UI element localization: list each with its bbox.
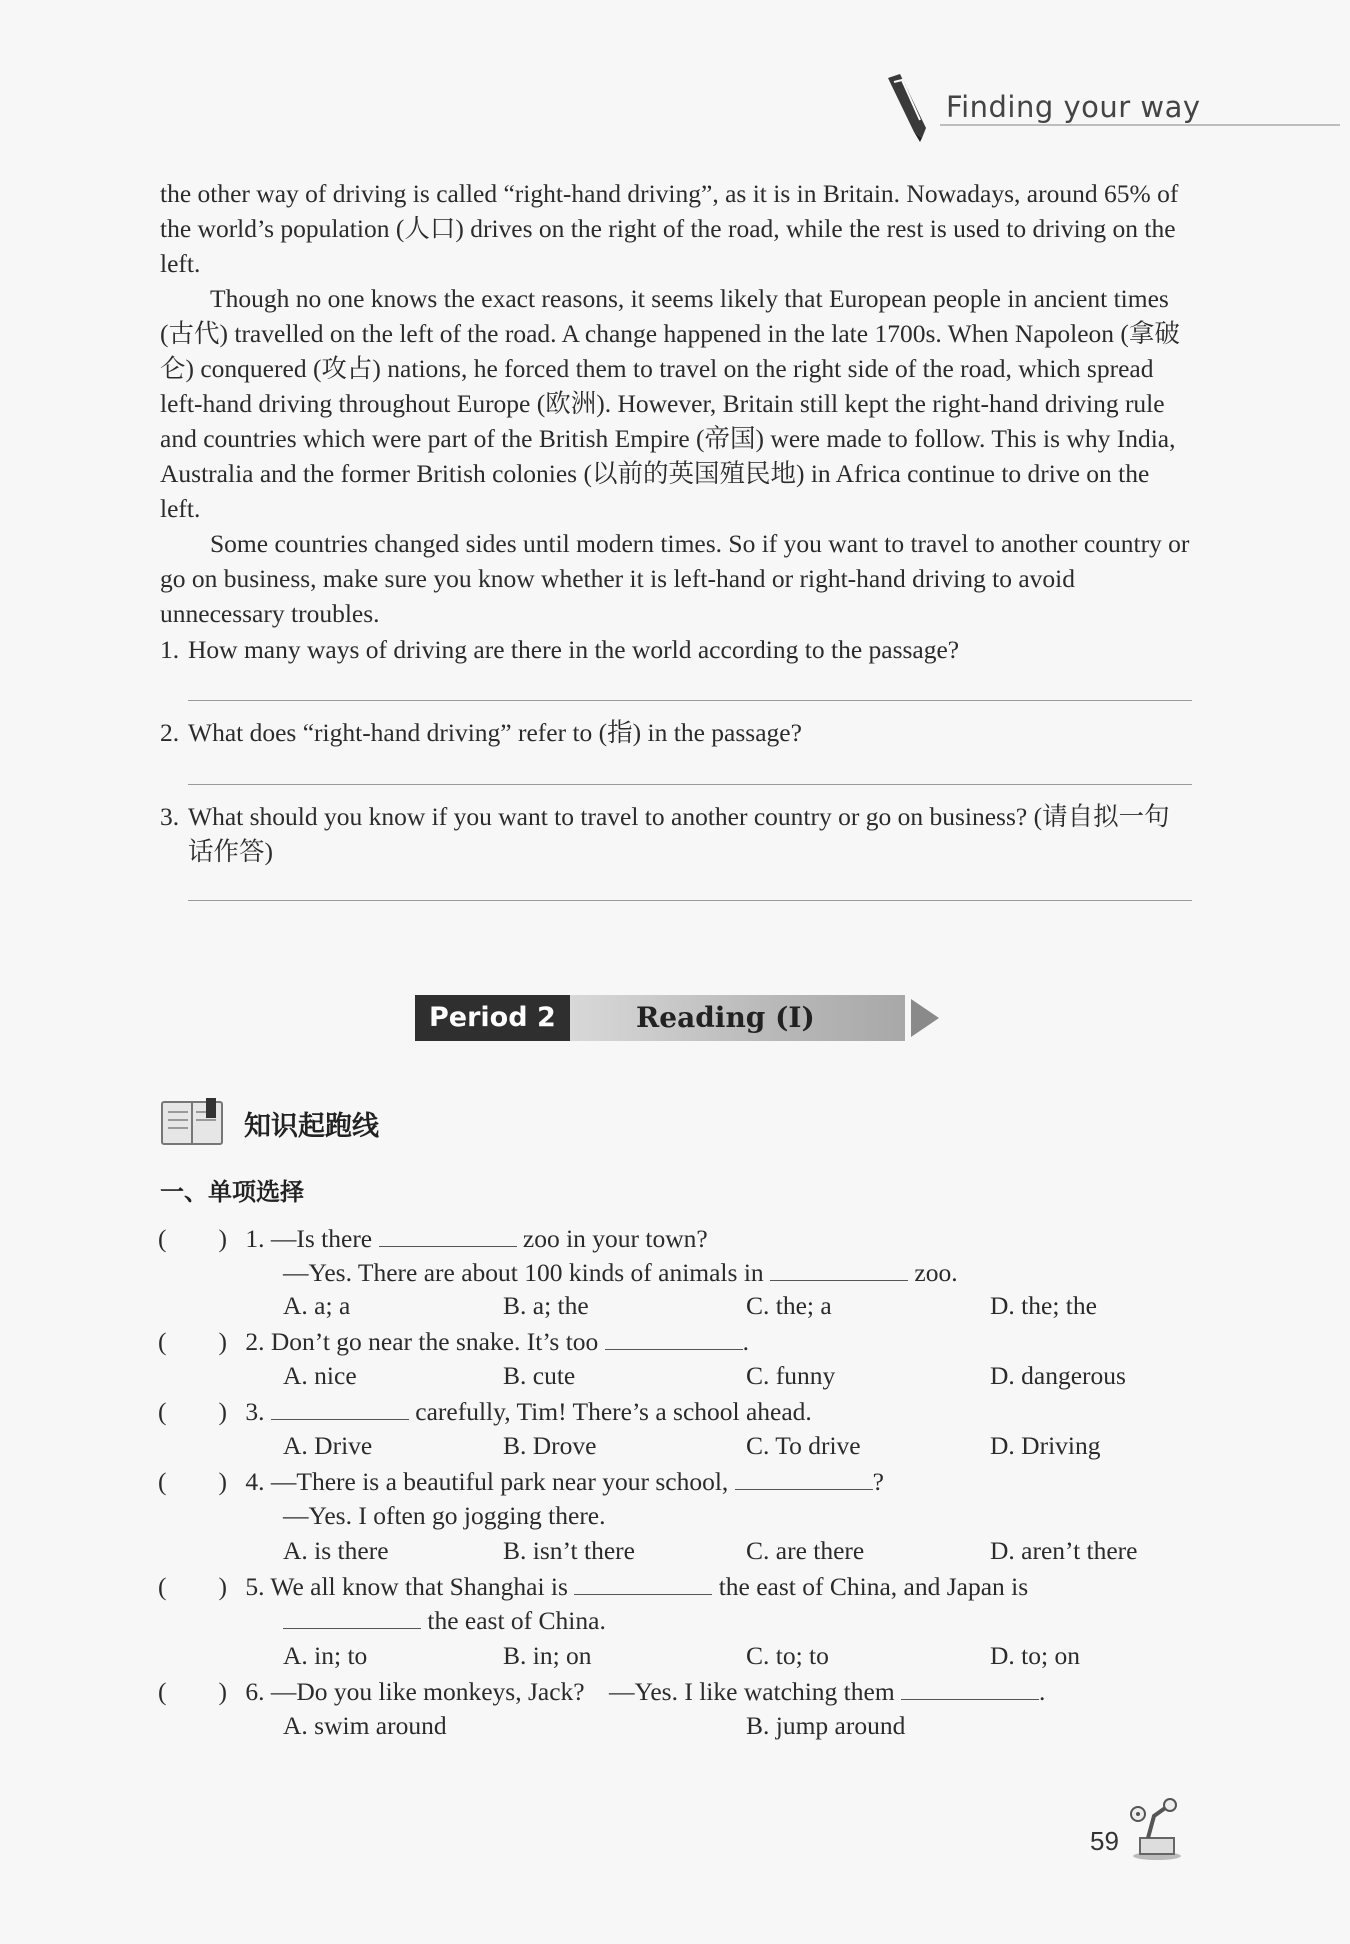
option-c[interactable]: C. the; a <box>746 1291 832 1320</box>
option-c[interactable]: C. funny <box>746 1361 836 1390</box>
paren-open: ( <box>158 1397 167 1426</box>
period-banner <box>415 993 935 1045</box>
question-2 <box>160 715 1195 750</box>
option-c[interactable]: C. to; to <box>746 1641 829 1670</box>
page-number: 59 <box>1090 1826 1119 1856</box>
mcq-number: 4. <box>245 1467 265 1496</box>
question-number: 1. <box>160 635 180 664</box>
paren-close: ) <box>218 1467 227 1496</box>
passage-paragraph-2: Though no one knows the exact reasons, it seems likely that European people in ancient times (古代) travelled on the left of the road. A change happened in the late 1700s. When Napoleon (拿破仑) conquered (攻占) nations, he forced them to travel on the right side of the road, which spread left-hand driving throughout Europe (欧洲). However, Britain still kept the right-hand driving rule and countries which were part of the British Empire (帝国) were made to follow. This is why India, Australia and the former British colonies (以前的英国殖民地) in Africa continue to drive on the left. <box>160 284 1180 523</box>
paren-open: ( <box>158 1467 167 1496</box>
answer-slot[interactable] <box>167 1466 219 1490</box>
option-b[interactable]: B. Drove <box>503 1431 597 1460</box>
mcq-number: 2. <box>245 1327 265 1356</box>
fill-blank[interactable] <box>735 1465 873 1490</box>
mcq-text: . <box>742 1327 750 1356</box>
fill-blank[interactable] <box>379 1222 517 1247</box>
option-d[interactable]: D. the; the <box>990 1291 1097 1320</box>
mcq-text: ? <box>872 1467 884 1496</box>
option-d[interactable]: D. Driving <box>990 1431 1101 1460</box>
page-header <box>880 72 1340 142</box>
question-number: 3. <box>160 802 180 831</box>
book-icon <box>160 1098 226 1148</box>
question-1 <box>160 632 1195 667</box>
fill-blank[interactable] <box>901 1675 1039 1700</box>
question-text: What should you know if you want to travel to another country or go on business? (请自拟一句话作答) <box>188 802 1170 866</box>
option-b[interactable]: B. in; on <box>503 1641 592 1670</box>
answer-slot[interactable] <box>167 1326 219 1350</box>
header-title: Finding your way <box>946 90 1201 124</box>
period-label: Period 2 <box>415 995 570 1041</box>
answer-line-1[interactable] <box>188 700 1192 701</box>
fill-blank[interactable] <box>271 1395 409 1420</box>
mcq-2-stem <box>158 1325 749 1358</box>
fill-blank[interactable] <box>605 1325 743 1350</box>
passage-paragraph-1: the other way of driving is called “right-hand driving”, as it is in Britain. Nowadays, around 65% of the world’s population (人口) drives on the right of the road, while the rest is used to driving on the left. <box>160 179 1179 278</box>
answer-line-2[interactable] <box>188 784 1192 785</box>
mcq-1-stem <box>158 1222 708 1255</box>
passage-paragraph-3: Some countries changed sides until modern times. So if you want to travel to another country or go on business, make sure you know whether it is left-hand or right-hand driving to avoid unnecessary troubles. <box>160 529 1190 628</box>
paren-close: ) <box>218 1677 227 1706</box>
mcq-4-line-2 <box>283 1500 606 1532</box>
mcq-text: —There is a beautiful park near your school, <box>270 1467 729 1496</box>
fill-blank[interactable] <box>283 1604 421 1629</box>
mcq-text: —Do you like monkeys, Jack? <box>270 1677 585 1706</box>
mcq-number: 5. <box>245 1572 265 1601</box>
mcq-1-line-2 <box>283 1256 958 1289</box>
mcq-text: —Is there <box>270 1224 373 1253</box>
option-d[interactable]: D. aren’t there <box>990 1536 1138 1565</box>
subsection-title: 一、单项选择 <box>160 1178 304 1206</box>
mcq-number: 6. <box>245 1677 265 1706</box>
mcq-5-line-2 <box>283 1604 606 1637</box>
option-b[interactable]: B. a; the <box>503 1291 589 1320</box>
answer-line-3[interactable] <box>188 900 1192 901</box>
option-b[interactable]: B. jump around <box>746 1711 906 1740</box>
option-c[interactable]: C. are there <box>746 1536 865 1565</box>
mcq-text: —Yes. I like watching them <box>608 1677 895 1706</box>
paren-open: ( <box>158 1224 167 1253</box>
paren-close: ) <box>218 1327 227 1356</box>
option-c[interactable]: C. To drive <box>746 1431 861 1460</box>
paren-open: ( <box>158 1572 167 1601</box>
mcq-text: zoo. <box>914 1258 958 1287</box>
answer-slot[interactable] <box>167 1571 219 1595</box>
paren-open: ( <box>158 1327 167 1356</box>
robot-mascot-icon <box>1124 1796 1190 1862</box>
header-rule <box>940 124 1340 126</box>
answer-slot[interactable] <box>167 1396 219 1420</box>
mcq-text: We all know that Shanghai is <box>270 1572 568 1601</box>
mcq-3-stem <box>158 1395 812 1428</box>
section-title: 知识起跑线 <box>244 1111 379 1142</box>
question-text: How many ways of driving are there in the world according to the passage? <box>188 635 960 664</box>
mcq-5-stem <box>158 1570 1028 1603</box>
fill-blank[interactable] <box>770 1256 908 1281</box>
option-a[interactable]: A. a; a <box>283 1291 351 1320</box>
mcq-text: —Yes. There are about 100 kinds of animals in <box>283 1258 764 1287</box>
answer-slot[interactable] <box>167 1676 219 1700</box>
mcq-6-stem <box>158 1675 1045 1708</box>
mcq-number: 1. <box>245 1224 265 1253</box>
mcq-text: —Yes. I often go jogging there. <box>283 1501 606 1530</box>
answer-slot[interactable] <box>167 1223 219 1247</box>
question-number: 2. <box>160 718 180 747</box>
question-3 <box>160 799 1195 869</box>
paren-open: ( <box>158 1677 167 1706</box>
mcq-text: the east of China, and Japan is <box>718 1572 1029 1601</box>
paren-close: ) <box>218 1397 227 1426</box>
option-a[interactable]: A. is there <box>283 1536 389 1565</box>
pen-icon <box>880 72 940 142</box>
option-a[interactable]: A. Drive <box>283 1431 373 1460</box>
mcq-number: 3. <box>245 1397 265 1426</box>
arrow-right-icon <box>911 995 941 1041</box>
passage <box>160 176 1195 631</box>
period-title: Reading (I) <box>570 995 905 1041</box>
mcq-text: Don’t go near the snake. It’s too <box>270 1327 599 1356</box>
option-d[interactable]: D. to; on <box>990 1641 1080 1670</box>
option-b[interactable]: B. isn’t there <box>503 1536 635 1565</box>
paren-close: ) <box>218 1224 227 1253</box>
mcq-4-stem <box>158 1465 884 1498</box>
paren-close: ) <box>218 1572 227 1601</box>
mcq-text: the east of China. <box>427 1606 606 1635</box>
mcq-text: zoo in your town? <box>522 1224 708 1253</box>
option-a[interactable]: A. nice <box>283 1361 357 1390</box>
mcq-text: . <box>1039 1677 1046 1706</box>
fill-blank[interactable] <box>574 1570 712 1595</box>
mcq-text: carefully, Tim! There’s a school ahead. <box>415 1397 812 1426</box>
option-a[interactable]: A. in; to <box>283 1641 368 1670</box>
option-b[interactable]: B. cute <box>503 1361 576 1390</box>
option-a[interactable]: A. swim around <box>283 1711 447 1740</box>
question-text: What does “right-hand driving” refer to (指) in the passage? <box>188 718 802 747</box>
option-d[interactable]: D. dangerous <box>990 1361 1126 1390</box>
